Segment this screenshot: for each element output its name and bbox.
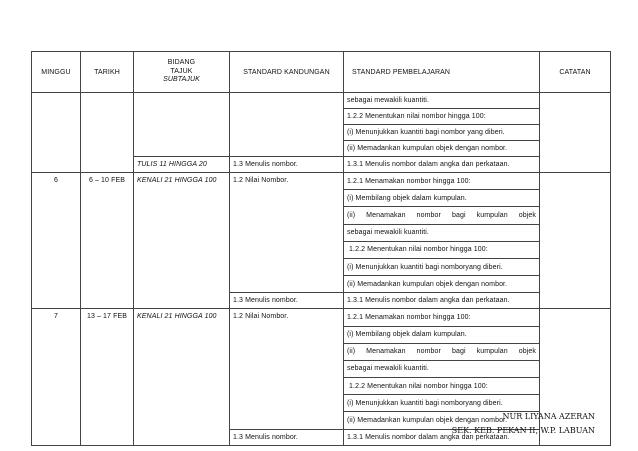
carry-minggu-cell [32, 93, 81, 173]
week6-sp-5: 1.2.2 Menentukan nilai nombor hingga 100: [344, 241, 540, 258]
week6-sk-2: 1.3 Menulis nombor. [230, 293, 344, 309]
week6-minggu: 6 [32, 173, 81, 309]
header-standard-kandungan: STANDARD KANDUNGAN [230, 52, 344, 93]
week7-sk-2: 1.3 Menulis nombor. [230, 429, 344, 445]
carry-tarikh-cell [81, 93, 134, 173]
week7-bidang: KENALI 21 HINGGA 100 [134, 309, 230, 445]
week6-sp-8: 1.3.1 Menulis nombor dalam angka dan perkataan. [344, 293, 540, 309]
carry-bidang-cell [134, 93, 230, 157]
week7-sp-4: sebagai mewakili kuantiti. [344, 360, 540, 377]
week6-sp-7: (ii) Memadankan kumpulan objek dengan nombor. [344, 276, 540, 293]
week6-sp-2: (i) Membilang objek dalam kumpulan. [344, 190, 540, 207]
table-row [32, 173, 611, 190]
week7-sp-3: (ii) Menamakan nombor bagi kumpulan objek [344, 343, 540, 360]
carry-sk-cell [230, 93, 344, 157]
week6-sp-1: 1.2.1 Menamakan nombor hingga 100: [344, 173, 540, 190]
header-standard-pembelajaran: STANDARD PEMBELAJARAN [344, 52, 540, 93]
table-row [32, 93, 611, 109]
carry-sp-3: (i) Menunjukkan kuantiti bagi nombor yang diberi. [344, 125, 540, 141]
header-bidang-line2: TAJUK [170, 67, 193, 75]
week7-sp-6: (i) Menunjukkan kuantiti bagi nomboryang diberi. [344, 395, 540, 412]
week6-bidang: KENALI 21 HINGGA 100 [134, 173, 230, 309]
footer-teacher-name: NUR LIYANA AZERAN [502, 412, 595, 421]
lesson-plan-table [31, 51, 611, 446]
footer-signature [452, 410, 595, 438]
carry-sk-tulis: 1.3 Menulis nombor. [230, 157, 344, 173]
carry-sp-4: (ii) Memadankan kumpulan objek dengan nombor. [344, 141, 540, 157]
week7-sp-7: (ii) Memadankan kumpulan objek dengan nombor. [344, 412, 540, 429]
header-bidang-line3: SUBTAJUK [163, 76, 200, 84]
week6-tarikh: 6 – 10 FEB [81, 173, 134, 309]
footer-school-name: SEK. KEB. PEKAN II, W.P. LABUAN [451, 426, 595, 435]
table-row [32, 309, 611, 326]
week7-minggu: 7 [32, 309, 81, 445]
header-minggu: MINGGU [32, 52, 81, 93]
week6-catatan [540, 173, 611, 309]
week7-sp-5: 1.2.2 Menentukan nilai nombor hingga 100: [344, 378, 540, 395]
week6-sp-4: sebagai mewakili kuantiti. [344, 224, 540, 241]
carry-sp-2: 1.2.2 Menentukan nilai nombor hingga 100: [344, 109, 540, 125]
week7-sp-1: 1.2.1 Menamakan nombor hingga 100: [344, 309, 540, 326]
carry-sp-tulis: 1.3.1 Menulis nombor dalam angka dan perkataan. [344, 157, 540, 173]
header-tarikh: TARIKH [81, 52, 134, 93]
week6-sp-3: (ii) Menamakan nombor bagi kumpulan objek [344, 207, 540, 224]
header-catatan: CATATAN [540, 52, 611, 93]
week7-sp-2: (i) Membilang objek dalam kumpulan. [344, 326, 540, 343]
header-bidang [134, 52, 230, 93]
carry-sp-1: sebagai mewakili kuantiti. [344, 93, 540, 109]
header-row [32, 52, 611, 93]
week7-tarikh: 13 – 17 FEB [81, 309, 134, 445]
week6-sk-1: 1.2 Nilai Nombor. [230, 173, 344, 293]
header-bidang-line1: BIDANG [167, 59, 196, 67]
carry-catatan-cell [540, 93, 611, 173]
week7-sk-1: 1.2 Nilai Nombor. [230, 309, 344, 429]
carry-bidang-tulis: TULIS 11 HINGGA 20 [134, 157, 230, 173]
week7-sp-8: 1.3.1 Menulis nombor dalam angka dan perkataan. [344, 429, 540, 445]
week6-sp-6: (i) Menunjukkan kuantiti bagi nomboryang diberi. [344, 258, 540, 275]
